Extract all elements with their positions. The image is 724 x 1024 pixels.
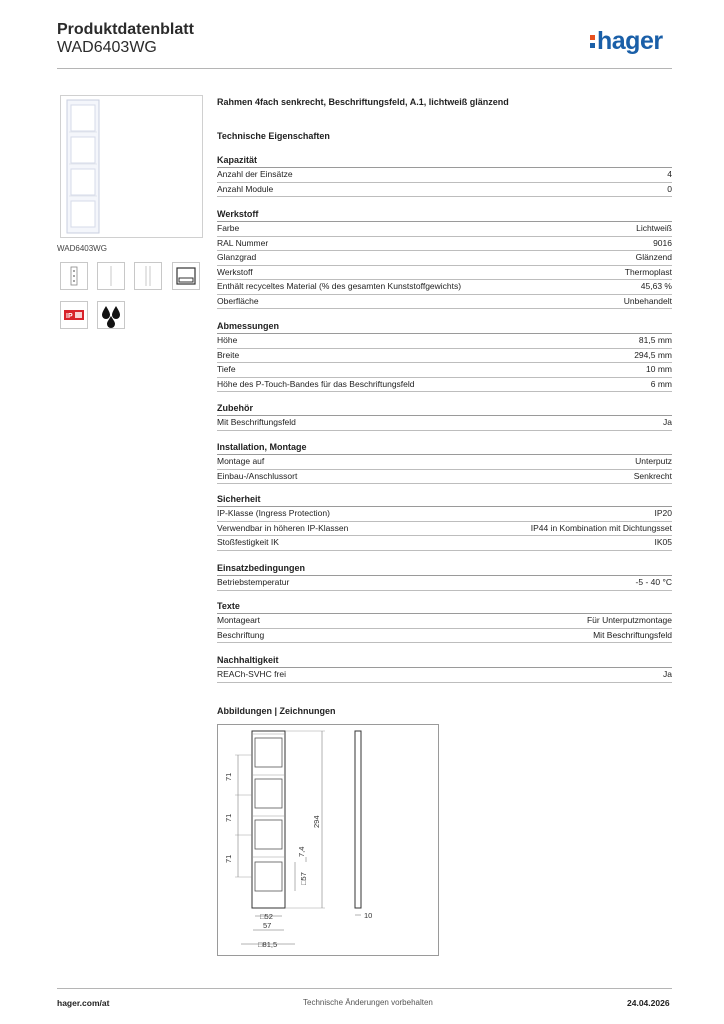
spec-label: Anzahl Module <box>217 183 274 194</box>
spec-row <box>217 363 672 378</box>
spec-value: 6 mm <box>650 378 672 389</box>
spec-value: IP44 in Kombination mit Dichtungsset <box>530 522 672 533</box>
spec-value: -5 - 40 °C <box>635 577 672 587</box>
hager-logo <box>590 27 663 56</box>
logo-dots-icon <box>590 27 595 51</box>
spec-label: REACh-SVHC frei <box>217 669 286 679</box>
footer-date: 24.04.2026 <box>627 998 670 1008</box>
technical-drawing <box>217 724 439 956</box>
ip-rating-icon <box>60 301 88 329</box>
spec-label: Werkstoff <box>217 266 253 277</box>
dim-pitch-2: 71 <box>224 813 233 822</box>
section-title: Kapazität <box>217 155 258 165</box>
spec-row <box>217 251 672 266</box>
spec-label: Höhe des P-Touch-Bandes für das Beschriftungsfeld <box>217 378 415 389</box>
spec-value: Ja <box>663 669 672 679</box>
spec-value: IP20 <box>654 508 672 518</box>
spec-value: IK05 <box>654 537 672 547</box>
footer-divider <box>57 988 672 989</box>
spec-row <box>217 629 672 644</box>
spec-row <box>217 668 672 683</box>
drawings-heading: Abbildungen | Zeichnungen <box>217 706 336 716</box>
spec-row <box>217 522 672 537</box>
spec-value: Ja <box>663 417 672 427</box>
spec-row <box>217 334 672 349</box>
document-subtitle: WAD6403WG <box>57 39 157 56</box>
spec-label: Oberfläche <box>217 295 259 306</box>
spec-value: Für Unterputzmontage <box>586 615 672 625</box>
spec-label: Einbau-/Anschlussort <box>217 470 298 481</box>
side-view-icon <box>134 262 162 290</box>
dim-outer-inner: □52 <box>260 912 273 921</box>
section-title: Abmessungen <box>217 321 280 331</box>
spec-value: Unterputz <box>635 456 672 466</box>
spec-label: IP-Klasse (Ingress Protection) <box>217 508 330 518</box>
spec-label: Anzahl der Einsätze <box>217 169 293 179</box>
spec-value: 9016 <box>653 237 672 248</box>
dim-pitch-3: 71 <box>224 854 233 863</box>
spec-row <box>217 168 672 183</box>
spec-label: Breite <box>217 349 240 360</box>
spec-value: 0 <box>667 183 672 194</box>
front-view-icon <box>97 262 125 290</box>
spec-row <box>217 455 672 470</box>
spec-label: Montageart <box>217 615 260 625</box>
spec-row <box>217 222 672 237</box>
header-divider <box>57 68 672 69</box>
spec-label: Verwendbar in höheren IP-Klassen <box>217 522 349 533</box>
section-title: Zubehör <box>217 403 253 413</box>
footer-website: hager.com/at <box>57 998 110 1008</box>
spec-row <box>217 295 672 310</box>
svg-text:IP: IP <box>66 313 73 320</box>
spec-row <box>217 507 672 522</box>
spec-value: 4 <box>667 169 672 179</box>
spec-value: Lichtweiß <box>636 223 672 233</box>
splash-water-icon <box>97 301 125 329</box>
product-image <box>60 95 203 238</box>
technical-properties-heading: Technische Eigenschaften <box>217 131 330 141</box>
spec-row <box>217 280 672 295</box>
spec-row <box>217 470 672 485</box>
section-title: Nachhaltigkeit <box>217 655 279 665</box>
spec-label: Mit Beschriftungsfeld <box>217 417 296 427</box>
section-title: Sicherheit <box>217 494 261 504</box>
spec-value: Unbehandelt <box>623 295 672 306</box>
spec-row <box>217 416 672 431</box>
dim-label-offset: 7,4 <box>297 846 306 857</box>
section-title: Einsatzbedingungen <box>217 563 306 573</box>
product-description-title: Rahmen 4fach senkrecht, Beschriftungsfeld, A.1, lichtweiß glänzend <box>217 97 509 107</box>
spec-label: Farbe <box>217 223 240 233</box>
document-title: Produktdatenblatt <box>57 21 194 38</box>
footer-note: Technische Änderungen vorbehalten <box>303 998 433 1007</box>
image-caption: WAD6403WG <box>57 244 107 253</box>
spec-value: Senkrecht <box>633 470 672 481</box>
spec-label: Enthält recyceltes Material (% des gesamten Kunststoffgewichts) <box>217 281 462 291</box>
dim-width-57: 57 <box>263 921 272 930</box>
spec-label: Betriebstemperatur <box>217 577 290 587</box>
spec-row <box>217 183 672 198</box>
spec-value: 294,5 mm <box>634 349 672 360</box>
label-field-icon <box>172 262 200 290</box>
mounting-diagram-icon <box>60 262 88 290</box>
spec-label: Beschriftung <box>217 629 265 640</box>
spec-label: Montage auf <box>217 456 265 466</box>
dim-inner-square: □57 <box>299 872 308 885</box>
section-title: Installation, Montage <box>217 442 307 452</box>
spec-value: 10 mm <box>646 364 672 374</box>
section-title: Texte <box>217 601 240 611</box>
spec-label: RAL Nummer <box>217 237 269 248</box>
dim-pitch-1: 71 <box>224 772 233 781</box>
spec-label: Glanzgrad <box>217 252 257 262</box>
spec-value: 81,5 mm <box>638 335 672 345</box>
dim-total-height: 294 <box>312 815 321 828</box>
dim-depth: 10 <box>364 911 373 920</box>
spec-row <box>217 237 672 252</box>
spec-value: Thermoplast <box>624 266 672 277</box>
dim-width-total: □81,5 <box>258 940 278 949</box>
logo-text: hager <box>597 27 663 55</box>
spec-row <box>217 576 672 591</box>
spec-value: Glänzend <box>635 252 672 262</box>
spec-value: 45,63 % <box>640 281 672 291</box>
spec-row <box>217 536 672 551</box>
spec-row <box>217 614 672 629</box>
spec-label: Tiefe <box>217 364 236 374</box>
spec-label: Höhe <box>217 335 238 345</box>
spec-value: Mit Beschriftungsfeld <box>593 629 672 640</box>
section-title: Werkstoff <box>217 209 259 219</box>
spec-row <box>217 266 672 281</box>
spec-row <box>217 378 672 393</box>
spec-row <box>217 349 672 364</box>
spec-label: Stoßfestigkeit IK <box>217 537 279 547</box>
